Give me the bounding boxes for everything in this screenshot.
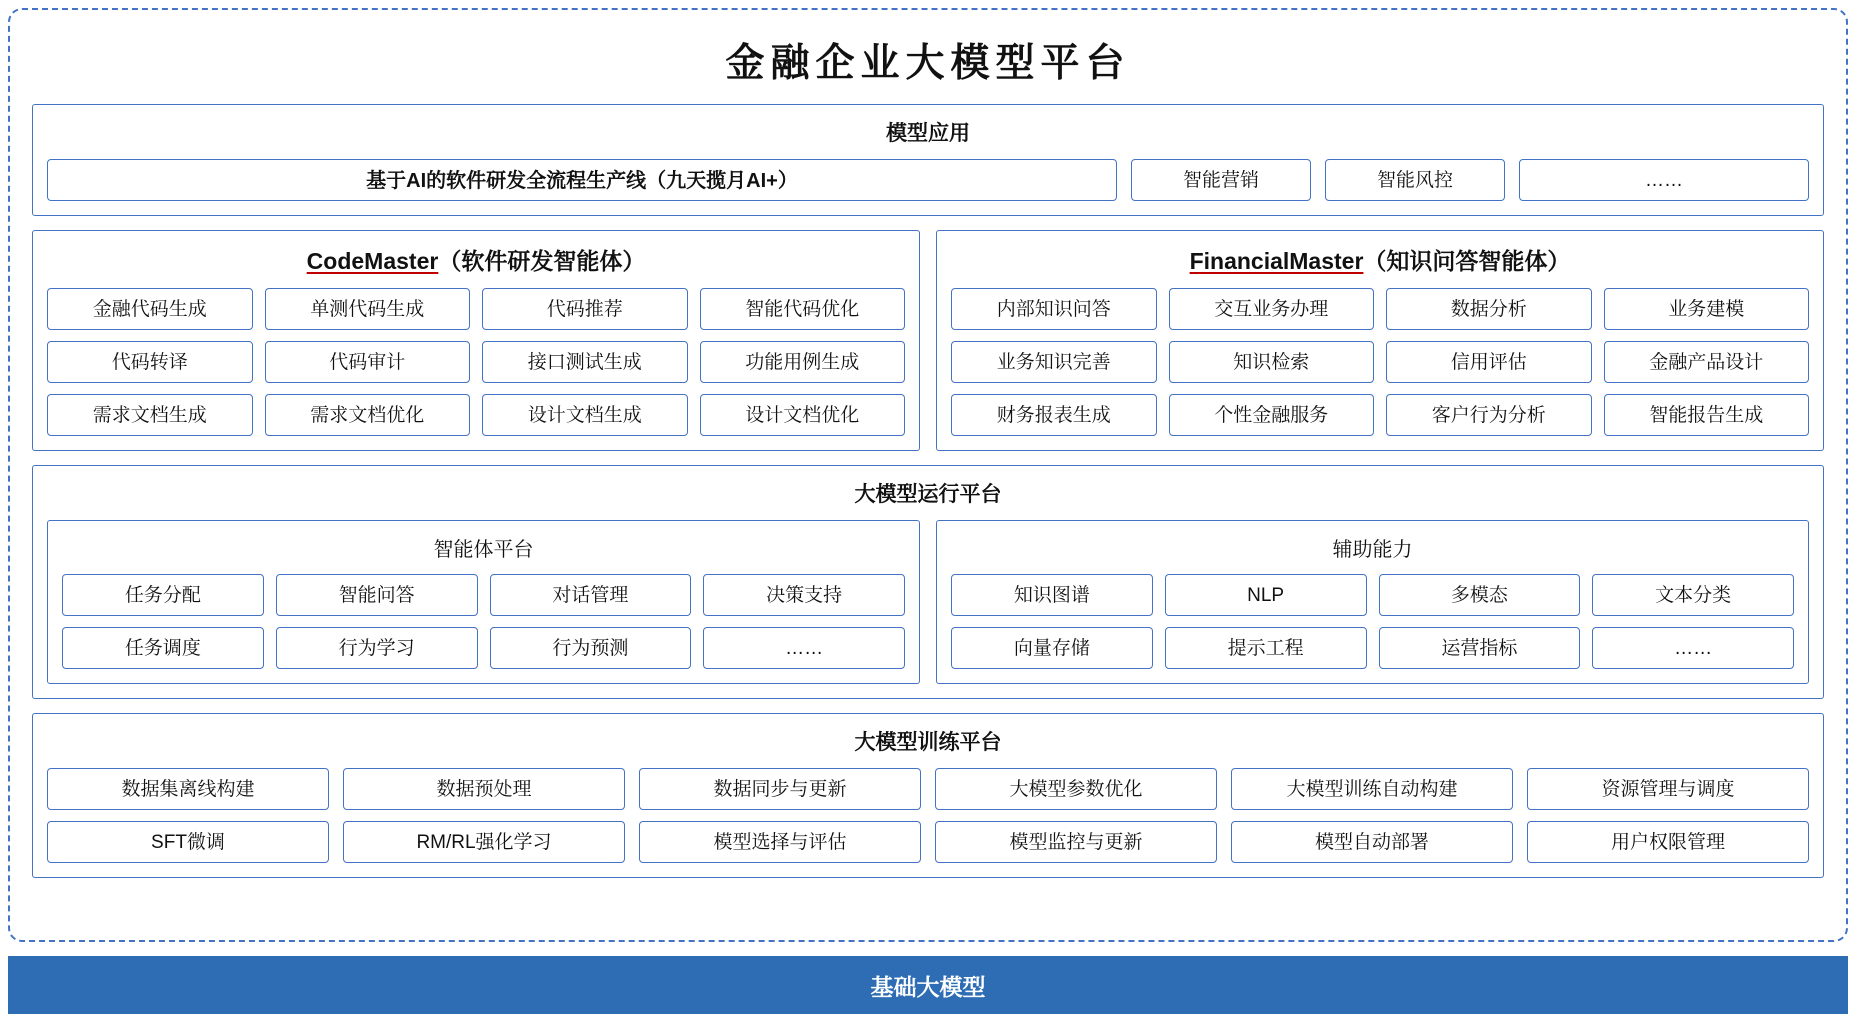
code-master-item[interactable]: 单测代码生成	[265, 288, 471, 330]
section-code-master	[32, 230, 920, 451]
financial-master-grid	[951, 288, 1809, 436]
code-master-item[interactable]: 设计文档生成	[482, 394, 688, 436]
agent-platform-item[interactable]: 对话管理	[490, 574, 692, 616]
section-title-training-platform: 大模型训练平台	[854, 731, 1002, 754]
financial-master-item[interactable]: 客户行为分析	[1386, 394, 1592, 436]
subsection-support-capability	[936, 520, 1809, 684]
run-platform-columns	[47, 520, 1809, 684]
agent-platform-item[interactable]: 行为学习	[276, 627, 478, 669]
app-item-pipeline[interactable]: 基于AI的软件研发全流程生产线（九天揽月AI+）	[47, 159, 1117, 201]
financial-master-item[interactable]: 个性金融服务	[1169, 394, 1375, 436]
code-master-grid	[47, 288, 905, 436]
platform-container	[8, 8, 1848, 942]
code-master-item[interactable]: 功能用例生成	[700, 341, 906, 383]
support-capability-item[interactable]: 多模态	[1379, 574, 1581, 616]
agent-platform-item[interactable]: 任务调度	[62, 627, 264, 669]
financial-master-item[interactable]: 内部知识问答	[951, 288, 1157, 330]
financial-master-item[interactable]: 业务知识完善	[951, 341, 1157, 383]
agents-row	[32, 230, 1824, 451]
app-item-marketing[interactable]: 智能营销	[1131, 159, 1311, 201]
foundation-model-bar	[8, 956, 1848, 1014]
subsection-title-support-capability: 辅助能力	[1332, 539, 1413, 561]
section-run-platform	[32, 465, 1824, 699]
support-capability-grid	[951, 574, 1794, 669]
training-platform-item[interactable]: 大模型参数优化	[935, 768, 1217, 810]
financial-master-item[interactable]: 信用评估	[1386, 341, 1592, 383]
code-master-item[interactable]: 金融代码生成	[47, 288, 253, 330]
training-platform-item[interactable]: SFT微调	[47, 821, 329, 863]
financial-master-item[interactable]: 业务建模	[1604, 288, 1810, 330]
training-platform-item[interactable]: 模型选择与评估	[639, 821, 921, 863]
app-item-risk-control[interactable]: 智能风控	[1325, 159, 1505, 201]
section-title-run-platform: 大模型运行平台	[854, 483, 1002, 506]
section-title-model-applications: 模型应用	[886, 122, 970, 145]
financial-master-item[interactable]: 知识检索	[1169, 341, 1375, 383]
section-title-financial-master	[951, 243, 1809, 276]
training-platform-item[interactable]: 模型监控与更新	[935, 821, 1217, 863]
financial-master-item[interactable]: 财务报表生成	[951, 394, 1157, 436]
financial-master-title-cn: （知识问答智能体）	[1363, 248, 1571, 274]
subsection-title-agent-platform: 智能体平台	[433, 539, 534, 561]
financial-master-item[interactable]: 数据分析	[1386, 288, 1592, 330]
agent-platform-grid	[62, 574, 905, 669]
section-training-platform	[32, 713, 1824, 878]
code-master-title-cn: （软件研发智能体）	[438, 248, 646, 274]
foundation-model-label: 基础大模型	[870, 973, 986, 1000]
code-master-item[interactable]: 智能代码优化	[700, 288, 906, 330]
financial-master-item[interactable]: 交互业务办理	[1169, 288, 1375, 330]
support-capability-item[interactable]: 文本分类	[1592, 574, 1794, 616]
agent-platform-item-more[interactable]: ……	[703, 627, 905, 669]
financial-master-title-en: FinancialMaster	[1189, 248, 1364, 274]
training-platform-item[interactable]: 用户权限管理	[1527, 821, 1809, 863]
support-capability-item[interactable]: 向量存储	[951, 627, 1153, 669]
support-capability-item[interactable]: 提示工程	[1165, 627, 1367, 669]
code-master-title-en: CodeMaster	[306, 248, 439, 274]
page-title: 金融企业大模型平台	[725, 41, 1131, 86]
code-master-item[interactable]: 需求文档优化	[265, 394, 471, 436]
section-title-code-master	[47, 243, 905, 276]
training-platform-item[interactable]: 资源管理与调度	[1527, 768, 1809, 810]
code-master-item[interactable]: 代码推荐	[482, 288, 688, 330]
section-model-applications	[32, 104, 1824, 216]
subsection-agent-platform	[47, 520, 920, 684]
model-applications-row	[47, 159, 1809, 201]
support-capability-item[interactable]: 运营指标	[1379, 627, 1581, 669]
app-item-more[interactable]: ……	[1519, 159, 1809, 201]
training-platform-grid	[47, 768, 1809, 863]
training-platform-item[interactable]: 数据同步与更新	[639, 768, 921, 810]
training-platform-item[interactable]: RM/RL强化学习	[343, 821, 625, 863]
section-financial-master	[936, 230, 1824, 451]
training-platform-item[interactable]: 模型自动部署	[1231, 821, 1513, 863]
training-platform-item[interactable]: 数据预处理	[343, 768, 625, 810]
support-capability-item[interactable]: 知识图谱	[951, 574, 1153, 616]
code-master-item[interactable]: 代码审计	[265, 341, 471, 383]
code-master-item[interactable]: 需求文档生成	[47, 394, 253, 436]
training-platform-item[interactable]: 大模型训练自动构建	[1231, 768, 1513, 810]
financial-master-item[interactable]: 金融产品设计	[1604, 341, 1810, 383]
agent-platform-item[interactable]: 行为预测	[490, 627, 692, 669]
support-capability-item-more[interactable]: ……	[1592, 627, 1794, 669]
agent-platform-item[interactable]: 决策支持	[703, 574, 905, 616]
agent-platform-item[interactable]: 智能问答	[276, 574, 478, 616]
code-master-item[interactable]: 接口测试生成	[482, 341, 688, 383]
agent-platform-item[interactable]: 任务分配	[62, 574, 264, 616]
code-master-item[interactable]: 设计文档优化	[700, 394, 906, 436]
training-platform-item[interactable]: 数据集离线构建	[47, 768, 329, 810]
financial-master-item[interactable]: 智能报告生成	[1604, 394, 1810, 436]
code-master-item[interactable]: 代码转译	[47, 341, 253, 383]
support-capability-item[interactable]: NLP	[1165, 574, 1367, 616]
